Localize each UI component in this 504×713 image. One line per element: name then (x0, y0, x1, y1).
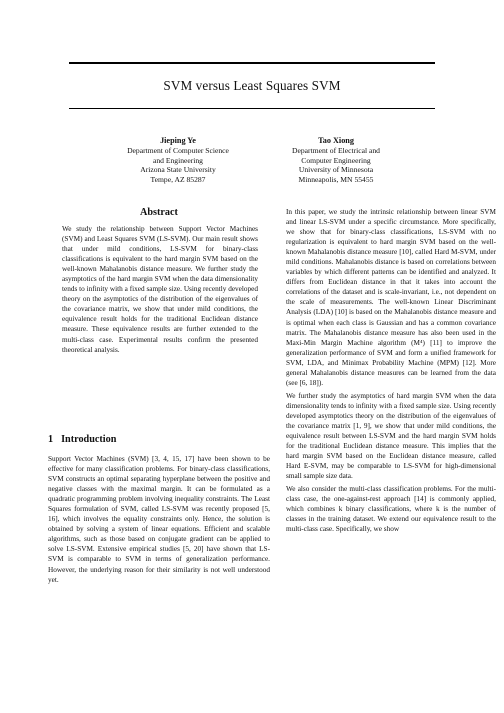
paper-title: SVM versus Least Squares SVM (163, 78, 341, 93)
author-name: Tao Xiong (318, 136, 354, 145)
author-affiliation-line: Tempe, AZ 85287 (150, 174, 206, 184)
author-affiliation-line: Department of Electrical and (292, 146, 380, 156)
author-name: Jieping Ye (160, 136, 196, 145)
section-number: 1 (48, 434, 54, 445)
author-affiliation-line: Computer Engineering (301, 155, 371, 165)
body-paragraph: We further study the asymptotics of hard margin SVM when the data dimensionality tends to infinity with a fixed sample size. Using recently developed asymptotics theory on the distribution of the eigenvalues of the covariance matrix [1, 9], we show that under mild conditions, the equivalence result between LS-SVM and the hard margin SVM holds for the traditional Euclidean distance measure. This implies that the hard margin SVM based on the Euclidean distance measure, called Hard E-SVM, may be comparable to LS-SVM for high-dimensional small sample size data. (286, 391, 496, 481)
section-heading (48, 434, 116, 445)
intro-paragraph: Support Vector Machines (SVM) [3, 4, 15, 17] have been shown to be effective for many classification problems. For binary-class classifications, SVM constructs an optimal separating hyperplane between the positive and negative classes with the maximal margin. It can be formulated as a quadratic programming problem involving inequality constraints. The Least Squares formulation of SVM, called LS-SVM was recently proposed [5, 16], which involves the equality constraints only. Hence, the solution is obtained by solving a system of linear equations. Efficient and scalable algorithms, such as those based on conjugate gradient can be applied to solve LS-SVM. Extensive empirical studies [5, 20] have shown that LS-SVM is comparable to SVM in terms of generalization performance. However, the underlying reason for their similarity is not well understood yet. (48, 455, 270, 584)
author-block-2 (256, 136, 416, 184)
abstract-text: We study the relationship between Support Vector Machines (SVM) and Least Squares SVM (LS-SVM). Our main result shows that under mild conditions, LS-SVM for binary-class classifications is equivalent to the hard margin SVM based on the well-known Mahalanobis distance measure. We further study the asymptotics of the hard margin SVM when the data dimensionality tends to infinity with a fixed sample size. Using recently developed theory on the asymptotics of the distribution of the eigenvalues of the covariance matrix, we show that under mild conditions, the equivalence result holds for the traditional Euclidean distance measure. These equivalence results are further extended to the multi-class case. Experimental results confirm the presented theoretical analysis. (62, 225, 258, 354)
author-affiliation-line: University of Minnesota (298, 165, 374, 175)
author-affiliation-line: and Engineering (153, 155, 203, 165)
author-affiliation-line: Department of Computer Science (127, 146, 229, 156)
right-column (286, 207, 496, 538)
title-top-rule (69, 62, 435, 64)
body-paragraph: We also consider the multi-class classification problems. For the multi-class case, the one-against-rest approach [14] is commonly applied, which combines k binary classifications, where k is the number of classes in the training dataset. We extend our equivalence result to the multi-class case. Specifically, we show (286, 485, 496, 534)
author-block-1 (98, 136, 258, 184)
abstract-heading: Abstract (140, 207, 178, 218)
author-affiliation-line: Minneapolis, MN 55455 (298, 174, 374, 184)
section-title: Introduction (61, 434, 117, 445)
author-affiliation-line: Arizona State University (140, 165, 216, 175)
title-bottom-rule (69, 108, 435, 109)
body-paragraph: In this paper, we study the intrinsic relationship between linear SVM and linear LS-SVM under a specific circumstance. More specifically, we show that for binary-class classifications, LS-SVM with no regularization is equivalent to hard margin SVM based on the well-known Mahalanobis distance measure [10], called Hard M-SVM, under mild conditions. Mahalanobis distance is based on correlations between variables by which different patterns can be identified and analyzed. It differs from Euclidean distance in that it takes into account the correlations of the dataset and is scale-invariant, i.e., not dependent on the scale of measurements. The well-known Linear Discriminant Analysis (LDA) [10] is based on the Mahalanobis distance measure and is optimal when each class is Gaussian and has a common covariance matrix. The Mahalanobis distance measure has also been used in the Maxi-Min Margin Machine algorithm (M⁴) [11] to improve the generalization performance of SVM and form a unified framework for SVM, LDA, and Minimax Probability Machine (MPM) [12]. More general Mahalanobis distance measures can be learned from the data (see [6, 18]). (286, 208, 496, 387)
